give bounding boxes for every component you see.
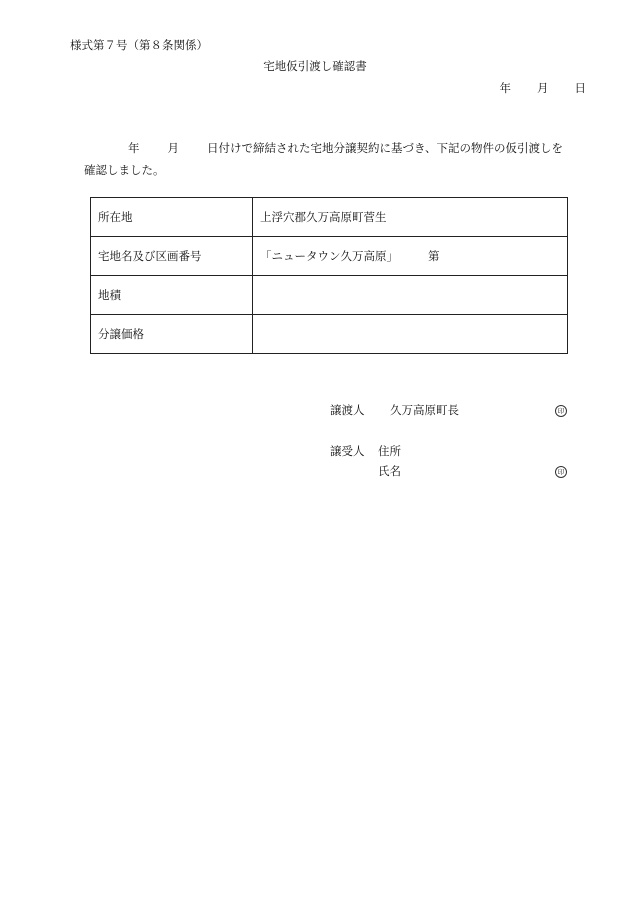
transferee-name-label: 氏名 — [378, 464, 401, 478]
table-value-area — [253, 276, 568, 315]
body-year-label: 年 — [128, 141, 140, 155]
location-value: 上浮穴郡久万高原町菅生 — [260, 210, 387, 224]
transferee-seal-icon — [555, 463, 567, 478]
lot-name-value: 「ニュータウン久万高原」 — [260, 249, 398, 263]
lot-number-prefix: 第 — [428, 249, 440, 263]
transferor-name: 久万高原町長 — [390, 403, 459, 417]
date-day-label: 日 — [574, 81, 586, 95]
seal-mark: 印 — [555, 405, 567, 417]
body-text: 日付けで締結された宅地分譲契約に基づき、下記の物件の仮引渡しを確認しました。 — [84, 141, 564, 177]
table-label-area: 地積 — [91, 276, 253, 315]
transferor-role-label: 譲渡人 — [330, 403, 365, 417]
table-row — [91, 198, 568, 237]
table-value-price — [253, 315, 568, 354]
table-value-lot — [253, 237, 568, 276]
document-title: 宅地仮引渡し確認書 — [263, 59, 367, 73]
property-table — [90, 197, 568, 354]
table-label-lot: 宅地名及び区画番号 — [91, 237, 253, 276]
table-row — [91, 315, 568, 354]
date-month-label: 月 — [537, 81, 549, 95]
body-paragraph — [84, 137, 564, 181]
form-number: 様式第７号（第８条関係） — [70, 38, 208, 52]
date-line — [500, 80, 587, 96]
table-label-price: 分譲価格 — [91, 315, 253, 354]
table-value-location — [253, 198, 568, 237]
transferee-address-label: 住所 — [378, 444, 401, 458]
table-row — [91, 276, 568, 315]
transferor-seal-icon — [555, 402, 567, 417]
table-label-location: 所在地 — [91, 198, 253, 237]
body-month-label: 月 — [167, 141, 179, 155]
seal-mark: 印 — [555, 466, 567, 478]
date-year-label: 年 — [499, 81, 511, 95]
table-row — [91, 237, 568, 276]
transferee-role-label: 譲受人 — [330, 444, 365, 458]
